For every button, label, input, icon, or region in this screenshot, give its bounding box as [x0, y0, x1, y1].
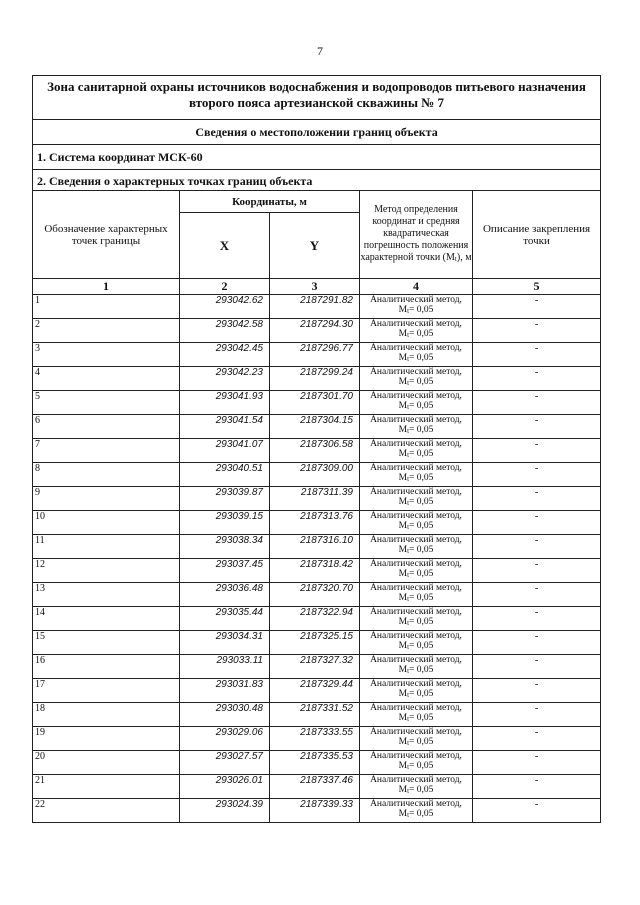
method-cell	[360, 511, 473, 535]
coordinate-system: 1. Система координат МСК-60	[33, 145, 601, 170]
method-line-1: Аналитический метод,	[370, 295, 462, 305]
method-cell	[360, 367, 473, 391]
method-cell	[360, 559, 473, 583]
method-line-1: Аналитический метод,	[370, 727, 462, 737]
method-cell	[360, 679, 473, 703]
header-coordinates: Координаты, м	[180, 191, 360, 213]
boundary-table	[32, 75, 601, 823]
method-line-2: Mt= 0,05	[398, 521, 434, 531]
coordinate-x: 293041.54	[180, 415, 270, 439]
coordinate-y: 2187313.76	[270, 511, 360, 535]
title-line-2: второго пояса артезианской скважины № 7	[188, 95, 445, 110]
method-line-1: Аналитический метод,	[370, 559, 462, 569]
method-line-1: Аналитический метод,	[370, 487, 462, 497]
method-line-2: Mt= 0,05	[398, 377, 434, 387]
method-line-2: Mt= 0,05	[398, 497, 434, 507]
method-line-2: Mt= 0,05	[398, 353, 434, 363]
coordinate-y: 2187291.82	[270, 295, 360, 319]
coordinate-y: 2187322.94	[270, 607, 360, 631]
method-line-2: Mt= 0,05	[398, 689, 434, 699]
coordinate-y: 2187337.46	[270, 775, 360, 799]
header-x: X	[180, 213, 270, 279]
point-number: 12	[33, 559, 180, 583]
point-number: 15	[33, 631, 180, 655]
point-description: -	[473, 511, 601, 535]
coordinate-y: 2187325.15	[270, 631, 360, 655]
coordinate-x: 293033.11	[180, 655, 270, 679]
table-row	[33, 295, 601, 319]
method-line-2: Mt= 0,05	[398, 641, 434, 651]
point-description: -	[473, 631, 601, 655]
coordinate-x: 293024.39	[180, 799, 270, 823]
table-row	[33, 343, 601, 367]
method-line-2: Mt= 0,05	[398, 329, 434, 339]
method-line-2: Mt= 0,05	[398, 809, 434, 819]
column-numbers-row	[33, 279, 601, 295]
point-description: -	[473, 583, 601, 607]
method-line-2: Mt= 0,05	[398, 761, 434, 771]
method-cell	[360, 703, 473, 727]
point-number: 7	[33, 439, 180, 463]
header-y: Y	[270, 213, 360, 279]
table-row	[33, 415, 601, 439]
method-cell	[360, 775, 473, 799]
method-line-1: Аналитический метод,	[370, 583, 462, 593]
point-number: 14	[33, 607, 180, 631]
method-line-1: Аналитический метод,	[370, 703, 462, 713]
table-row	[33, 367, 601, 391]
coordinate-x: 293039.15	[180, 511, 270, 535]
coordinate-x: 293041.07	[180, 439, 270, 463]
table-row	[33, 655, 601, 679]
table-row	[33, 319, 601, 343]
coordinate-x: 293030.48	[180, 703, 270, 727]
coordinate-y: 2187296.77	[270, 343, 360, 367]
table-row	[33, 607, 601, 631]
method-line-1: Аналитический метод,	[370, 535, 462, 545]
coordinate-x: 293041.93	[180, 391, 270, 415]
point-description: -	[473, 727, 601, 751]
point-number: 19	[33, 727, 180, 751]
method-cell	[360, 535, 473, 559]
point-description: -	[473, 367, 601, 391]
method-line-1: Аналитический метод,	[370, 343, 462, 353]
table-row	[33, 751, 601, 775]
point-number: 3	[33, 343, 180, 367]
method-line-1: Аналитический метод,	[370, 775, 462, 785]
point-description: -	[473, 655, 601, 679]
method-line-2: Mt= 0,05	[398, 401, 434, 411]
point-description: -	[473, 487, 601, 511]
method-cell	[360, 487, 473, 511]
coordinate-y: 2187329.44	[270, 679, 360, 703]
table-row	[33, 703, 601, 727]
points-body	[33, 295, 601, 823]
method-line-1: Аналитический метод,	[370, 607, 462, 617]
table-row	[33, 511, 601, 535]
point-number: 20	[33, 751, 180, 775]
coordinate-y: 2187331.52	[270, 703, 360, 727]
coordinate-y: 2187301.70	[270, 391, 360, 415]
coordinate-x: 293042.23	[180, 367, 270, 391]
document-title	[33, 76, 601, 120]
table-row	[33, 583, 601, 607]
point-description: -	[473, 559, 601, 583]
point-number: 9	[33, 487, 180, 511]
method-line-1: Аналитический метод,	[370, 631, 462, 641]
point-number: 5	[33, 391, 180, 415]
section-title: Сведения о местоположении границ объекта	[33, 120, 601, 145]
column-number: 5	[473, 279, 601, 295]
coordinate-y: 2187318.42	[270, 559, 360, 583]
coordinate-x: 293036.48	[180, 583, 270, 607]
method-line-1: Аналитический метод,	[370, 463, 462, 473]
coordinate-y: 2187339.33	[270, 799, 360, 823]
method-cell	[360, 799, 473, 823]
header-point-designation: Обозначение характерных точек границы	[33, 191, 180, 279]
method-line-2: Mt= 0,05	[398, 665, 434, 675]
table-row	[33, 391, 601, 415]
point-description: -	[473, 751, 601, 775]
point-number: 18	[33, 703, 180, 727]
coordinate-y: 2187335.53	[270, 751, 360, 775]
method-cell	[360, 319, 473, 343]
method-line-1: Аналитический метод,	[370, 439, 462, 449]
point-number: 2	[33, 319, 180, 343]
method-line-2: Mt= 0,05	[398, 545, 434, 555]
coordinate-y: 2187320.70	[270, 583, 360, 607]
point-description: -	[473, 679, 601, 703]
table-row	[33, 487, 601, 511]
method-cell	[360, 343, 473, 367]
method-cell	[360, 415, 473, 439]
table-row	[33, 727, 601, 751]
point-description: -	[473, 463, 601, 487]
coordinate-x: 293037.45	[180, 559, 270, 583]
point-description: -	[473, 775, 601, 799]
point-description: -	[473, 535, 601, 559]
coordinate-x: 293027.57	[180, 751, 270, 775]
header-method: Метод определения координат и средняя квадратическая погрешность положения характерной точки (Mt), м	[360, 191, 473, 279]
method-cell	[360, 295, 473, 319]
coordinate-x: 293031.83	[180, 679, 270, 703]
point-description: -	[473, 391, 601, 415]
coordinate-y: 2187304.15	[270, 415, 360, 439]
points-heading: 2. Сведения о характерных точках границ объекта	[33, 170, 601, 191]
coordinate-x: 293042.62	[180, 295, 270, 319]
title-row	[33, 76, 601, 120]
method-cell	[360, 439, 473, 463]
table-row	[33, 799, 601, 823]
coordinate-y: 2187327.32	[270, 655, 360, 679]
method-cell	[360, 631, 473, 655]
method-cell	[360, 463, 473, 487]
point-description: -	[473, 343, 601, 367]
method-line-1: Аналитический метод,	[370, 799, 462, 809]
coordinate-y: 2187333.55	[270, 727, 360, 751]
method-line-1: Аналитический метод,	[370, 367, 462, 377]
method-line-2: Mt= 0,05	[398, 305, 434, 315]
point-number: 6	[33, 415, 180, 439]
point-description: -	[473, 703, 601, 727]
header-description: Описание закрепления точки	[473, 191, 601, 279]
coordinate-x: 293042.45	[180, 343, 270, 367]
point-number: 10	[33, 511, 180, 535]
method-line-2: Mt= 0,05	[398, 593, 434, 603]
coordinate-y: 2187309.00	[270, 463, 360, 487]
coordinate-y: 2187299.24	[270, 367, 360, 391]
coordinate-y: 2187316.10	[270, 535, 360, 559]
method-cell	[360, 727, 473, 751]
method-line-2: Mt= 0,05	[398, 785, 434, 795]
coordinate-y: 2187294.30	[270, 319, 360, 343]
coordinate-y: 2187306.58	[270, 439, 360, 463]
title-line-1: Зона санитарной охраны источников водоснабжения и водопроводов питьевого назначения	[47, 79, 586, 94]
point-number: 21	[33, 775, 180, 799]
point-description: -	[473, 439, 601, 463]
method-line-1: Аналитический метод,	[370, 415, 462, 425]
table-row	[33, 631, 601, 655]
coordinate-x: 293026.01	[180, 775, 270, 799]
coordinate-x: 293039.87	[180, 487, 270, 511]
method-line-2: Mt= 0,05	[398, 737, 434, 747]
method-cell	[360, 607, 473, 631]
point-number: 4	[33, 367, 180, 391]
method-line-1: Аналитический метод,	[370, 751, 462, 761]
point-description: -	[473, 415, 601, 439]
page-number: 7	[317, 44, 323, 58]
method-line-1: Аналитический метод,	[370, 391, 462, 401]
method-line-2: Mt= 0,05	[398, 425, 434, 435]
method-line-2: Mt= 0,05	[398, 569, 434, 579]
coordinate-x: 293034.31	[180, 631, 270, 655]
coordinate-y: 2187311.39	[270, 487, 360, 511]
method-cell	[360, 655, 473, 679]
point-number: 16	[33, 655, 180, 679]
method-cell	[360, 751, 473, 775]
table-row	[33, 679, 601, 703]
method-line-2: Mt= 0,05	[398, 449, 434, 459]
table-row	[33, 559, 601, 583]
point-number: 13	[33, 583, 180, 607]
column-number: 1	[33, 279, 180, 295]
column-number: 3	[270, 279, 360, 295]
method-line-2: Mt= 0,05	[398, 617, 434, 627]
point-description: -	[473, 319, 601, 343]
method-line-1: Аналитический метод,	[370, 511, 462, 521]
method-cell	[360, 391, 473, 415]
point-number: 17	[33, 679, 180, 703]
coordinate-x: 293035.44	[180, 607, 270, 631]
coordinate-x: 293042.58	[180, 319, 270, 343]
point-number: 11	[33, 535, 180, 559]
point-description: -	[473, 607, 601, 631]
column-number: 4	[360, 279, 473, 295]
coordinate-x: 293038.34	[180, 535, 270, 559]
method-cell	[360, 583, 473, 607]
method-line-1: Аналитический метод,	[370, 655, 462, 665]
point-number: 22	[33, 799, 180, 823]
coordinate-x: 293040.51	[180, 463, 270, 487]
method-line-1: Аналитический метод,	[370, 679, 462, 689]
point-description: -	[473, 295, 601, 319]
column-number: 2	[180, 279, 270, 295]
method-line-2: Mt= 0,05	[398, 473, 434, 483]
table-row	[33, 463, 601, 487]
point-number: 1	[33, 295, 180, 319]
table-row	[33, 535, 601, 559]
point-description: -	[473, 799, 601, 823]
table-row	[33, 775, 601, 799]
point-number: 8	[33, 463, 180, 487]
method-line-2: Mt= 0,05	[398, 713, 434, 723]
table-row	[33, 439, 601, 463]
method-line-1: Аналитический метод,	[370, 319, 462, 329]
coordinate-x: 293029.06	[180, 727, 270, 751]
